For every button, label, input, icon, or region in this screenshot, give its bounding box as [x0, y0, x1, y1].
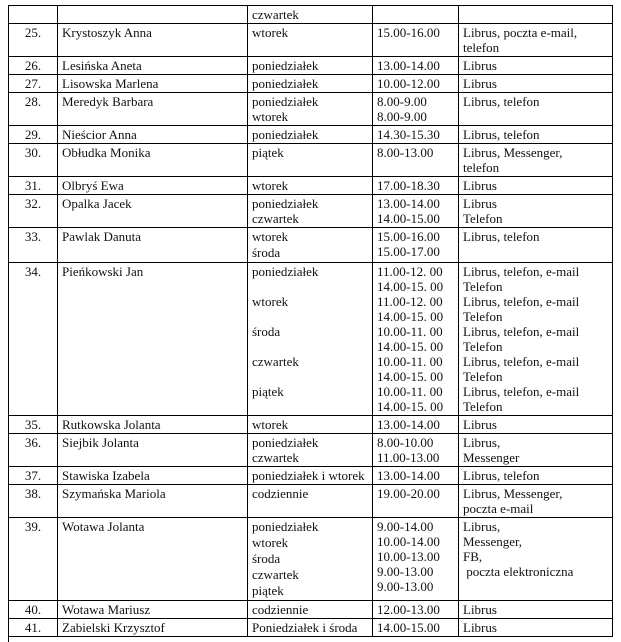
cell-name: Lisowska Marlena	[58, 75, 248, 93]
cell-line: poniedziałek	[252, 58, 319, 73]
cell-day	[248, 75, 373, 93]
cell-line: Librus	[463, 602, 497, 617]
cell-line: 10.00-11. 00	[377, 354, 443, 369]
cell-line: 17.00-18.30	[377, 178, 440, 193]
cell-line: Librus, telefon, e-mail	[463, 354, 580, 369]
cell-line: 15.00-16.00	[377, 229, 440, 244]
cell-contact	[459, 434, 613, 467]
table-row	[9, 619, 613, 637]
cell-day	[248, 126, 373, 144]
cell-contact	[459, 93, 613, 126]
cell-number: 30.	[9, 144, 58, 177]
cell-time	[373, 416, 459, 434]
cell-number: 28.	[9, 93, 58, 126]
cell-line: Telefon	[463, 309, 503, 324]
cell-day	[248, 6, 373, 24]
cell-line: Librus	[463, 620, 497, 635]
cell-name: Obłudka Monika	[58, 144, 248, 177]
cell-time	[373, 485, 459, 518]
cell-line: codziennie	[252, 602, 309, 617]
cell-line: Librus	[463, 417, 497, 432]
cell-line: codziennie	[252, 486, 309, 501]
cell-day	[248, 263, 373, 416]
table-row	[9, 467, 613, 485]
cell-line: wtorek	[252, 25, 289, 40]
cell-day	[248, 601, 373, 619]
cell-line: Librus, Messenger,	[463, 145, 563, 160]
table-row	[9, 75, 613, 93]
cell-contact	[459, 57, 613, 75]
cell-time	[373, 93, 459, 126]
cell-day	[248, 228, 373, 263]
cell-line: 14.00-15.00	[377, 620, 440, 635]
cell-line: 8.00-10.00	[377, 435, 434, 450]
cell-line: czwartek	[252, 211, 299, 226]
cell-line: Librus	[463, 178, 497, 193]
table-row	[9, 144, 613, 177]
cell-day	[248, 416, 373, 434]
cell-line: czwartek	[252, 450, 299, 465]
cell-line: 13.00-14.00	[377, 58, 440, 73]
table-row	[9, 263, 613, 416]
cell-day	[248, 467, 373, 485]
cell-line: Telefon	[463, 211, 503, 226]
cell-line: czwartek	[252, 354, 299, 369]
cell-number: 33.	[9, 228, 58, 263]
cell-time	[373, 263, 459, 416]
cell-line: telefon	[463, 40, 500, 55]
cell-day	[248, 144, 373, 177]
table-row	[9, 195, 613, 228]
cell-line: Telefon	[463, 339, 503, 354]
table-continuation-line	[8, 637, 9, 642]
cell-number: 39.	[9, 518, 58, 601]
cell-number	[9, 6, 58, 24]
cell-time	[373, 24, 459, 57]
table-row	[9, 93, 613, 126]
cell-line: Librus, telefon	[463, 94, 540, 109]
cell-number: 27.	[9, 75, 58, 93]
cell-line: 15.00-17.00	[377, 244, 440, 259]
cell-line: 10.00-12.00	[377, 76, 440, 91]
cell-line: 14.00-15. 00	[377, 339, 444, 354]
cell-line: 14.30-15.30	[377, 127, 440, 142]
cell-number: 31.	[9, 177, 58, 195]
cell-line: Telefon	[463, 369, 503, 384]
cell-line: telefon	[463, 160, 500, 175]
cell-line: Librus, telefon	[463, 468, 540, 483]
cell-line: 12.00-13.00	[377, 602, 440, 617]
cell-line: Librus	[463, 58, 497, 73]
cell-line: 13.00-14.00	[377, 417, 440, 432]
cell-name: Nieścior Anna	[58, 126, 248, 144]
cell-name: Pawlak Danuta	[58, 228, 248, 263]
cell-line: 10.00-11. 00	[377, 384, 443, 399]
cell-day	[248, 518, 373, 601]
cell-line: Poniedziałek i środa	[252, 620, 358, 635]
cell-line: wtorek	[252, 417, 289, 432]
cell-name: Stawiska Izabela	[58, 467, 248, 485]
cell-line: poniedziałek	[252, 94, 319, 109]
table-row	[9, 485, 613, 518]
cell-line	[252, 339, 368, 354]
cell-line: poniedziałek	[252, 264, 319, 279]
cell-line: Librus,	[463, 519, 501, 534]
cell-line: piątek	[252, 145, 284, 160]
cell-contact	[459, 75, 613, 93]
cell-name: Krystoszyk Anna	[58, 24, 248, 57]
cell-contact	[459, 416, 613, 434]
table-row	[9, 24, 613, 57]
cell-line: poczta e-mail	[463, 501, 534, 516]
cell-line: 10.00-14.00	[377, 534, 440, 549]
cell-line: poniedziałek	[252, 519, 319, 534]
cell-line: poczta elektroniczna	[463, 564, 574, 579]
table-row	[9, 434, 613, 467]
cell-time	[373, 144, 459, 177]
cell-line: środa	[252, 324, 281, 339]
cell-contact	[459, 467, 613, 485]
cell-number: 40.	[9, 601, 58, 619]
cell-line: poniedziałek	[252, 127, 319, 142]
cell-line: piątek	[252, 384, 284, 399]
cell-line: 14.00-15. 00	[377, 279, 444, 294]
cell-line: 9.00-13.00	[377, 579, 434, 594]
cell-line: czwartek	[252, 7, 299, 22]
cell-contact	[459, 619, 613, 637]
cell-line: 9.00-14.00	[377, 519, 434, 534]
cell-number: 25.	[9, 24, 58, 57]
cell-line: 14.00-15. 00	[377, 399, 444, 414]
cell-line: Librus	[463, 196, 497, 211]
cell-line: 8.00-9.00	[377, 94, 427, 109]
cell-number: 26.	[9, 57, 58, 75]
cell-line: Messenger,	[463, 534, 523, 549]
cell-line: Librus, telefon, e-mail	[463, 384, 580, 399]
cell-line: Librus, Messenger,	[463, 486, 563, 501]
table-row	[9, 228, 613, 263]
cell-line: Telefon	[463, 399, 503, 414]
cell-line: 15.00-16.00	[377, 25, 440, 40]
cell-day	[248, 24, 373, 57]
cell-name: Zabielski Krzysztof	[58, 619, 248, 637]
cell-line: środa	[252, 245, 281, 260]
cell-number: 34.	[9, 263, 58, 416]
table-row	[9, 177, 613, 195]
cell-time	[373, 75, 459, 93]
cell-line: 9.00-13.00	[377, 564, 434, 579]
cell-day	[248, 485, 373, 518]
cell-day	[248, 434, 373, 467]
cell-line: 19.00-20.00	[377, 486, 440, 501]
cell-line: poniedziałek	[252, 435, 319, 450]
cell-name: Pieńkowski Jan	[58, 263, 248, 416]
cell-line: Librus, telefon, e-mail	[463, 264, 580, 279]
table-row	[9, 6, 613, 24]
cell-name: Olbryś Ewa	[58, 177, 248, 195]
cell-line: 10.00-11. 00	[377, 324, 443, 339]
cell-line: środa	[252, 551, 281, 566]
cell-time	[373, 434, 459, 467]
cell-contact	[459, 144, 613, 177]
cell-line	[252, 399, 368, 414]
cell-line: 14.00-15. 00	[377, 369, 444, 384]
cell-line: Librus	[463, 76, 497, 91]
cell-contact	[459, 263, 613, 416]
cell-number: 35.	[9, 416, 58, 434]
table-row	[9, 518, 613, 601]
cell-contact	[459, 195, 613, 228]
cell-name: Wotawa Jolanta	[58, 518, 248, 601]
cell-name: Meredyk Barbara	[58, 93, 248, 126]
cell-name: Siejbik Jolanta	[58, 434, 248, 467]
cell-line: Librus, telefon	[463, 127, 540, 142]
cell-day	[248, 57, 373, 75]
cell-line: 8.00-13.00	[377, 145, 434, 160]
cell-line: poniedziałek	[252, 76, 319, 91]
table-row	[9, 57, 613, 75]
cell-line: wtorek	[252, 109, 289, 124]
cell-day	[248, 195, 373, 228]
cell-contact	[459, 24, 613, 57]
cell-time	[373, 177, 459, 195]
cell-day	[248, 177, 373, 195]
cell-line: 8.00-9.00	[377, 109, 427, 124]
cell-line: 11.00-12. 00	[377, 294, 443, 309]
table-row	[9, 601, 613, 619]
cell-name: Wotawa Mariusz	[58, 601, 248, 619]
cell-name	[58, 6, 248, 24]
cell-line	[252, 369, 368, 384]
cell-line: 13.00-14.00	[377, 468, 440, 483]
cell-line	[252, 279, 368, 294]
cell-line: 10.00-13.00	[377, 549, 440, 564]
cell-name: Rutkowska Jolanta	[58, 416, 248, 434]
cell-contact	[459, 126, 613, 144]
cell-time	[373, 518, 459, 601]
cell-time	[373, 6, 459, 24]
table-row	[9, 416, 613, 434]
cell-line: 13.00-14.00	[377, 196, 440, 211]
cell-line: czwartek	[252, 567, 299, 582]
cell-contact	[459, 601, 613, 619]
cell-number: 41.	[9, 619, 58, 637]
table-row	[9, 126, 613, 144]
cell-number: 29.	[9, 126, 58, 144]
cell-line: Librus, poczta e-mail,	[463, 25, 578, 40]
cell-time	[373, 228, 459, 263]
cell-line: Librus, telefon, e-mail	[463, 324, 580, 339]
cell-line: 14.00-15.00	[377, 211, 440, 226]
cell-line: Librus,	[463, 435, 501, 450]
cell-line: wtorek	[252, 294, 289, 309]
cell-line: wtorek	[252, 229, 289, 244]
cell-line: wtorek	[252, 178, 289, 193]
cell-contact	[459, 485, 613, 518]
cell-time	[373, 619, 459, 637]
cell-number: 32.	[9, 195, 58, 228]
cell-line: piątek	[252, 583, 284, 598]
cell-time	[373, 57, 459, 75]
cell-line: wtorek	[252, 535, 289, 550]
cell-number: 37.	[9, 467, 58, 485]
cell-line	[252, 309, 368, 324]
cell-contact	[459, 177, 613, 195]
cell-line: Librus, telefon	[463, 229, 540, 244]
cell-line: 11.00-13.00	[377, 450, 440, 465]
cell-line: poniedziałek i wtorek	[252, 468, 365, 483]
cell-name: Szymańska Mariola	[58, 485, 248, 518]
cell-day	[248, 93, 373, 126]
consultation-schedule-table	[8, 5, 613, 637]
table-body	[9, 6, 613, 637]
cell-time	[373, 467, 459, 485]
cell-time	[373, 601, 459, 619]
cell-time	[373, 195, 459, 228]
cell-line: 14.00-15. 00	[377, 309, 444, 324]
cell-name: Lesińska Aneta	[58, 57, 248, 75]
cell-day	[248, 619, 373, 637]
cell-line: Messenger	[463, 450, 520, 465]
cell-contact	[459, 6, 613, 24]
cell-line: Librus, telefon, e-mail	[463, 294, 580, 309]
cell-number: 36.	[9, 434, 58, 467]
cell-contact	[459, 228, 613, 263]
cell-line: 11.00-12. 00	[377, 264, 443, 279]
cell-time	[373, 126, 459, 144]
cell-line: Telefon	[463, 279, 503, 294]
cell-line: poniedziałek	[252, 196, 319, 211]
cell-contact	[459, 518, 613, 601]
cell-name: Opalka Jacek	[58, 195, 248, 228]
cell-number: 38.	[9, 485, 58, 518]
cell-line: FB,	[463, 549, 483, 564]
